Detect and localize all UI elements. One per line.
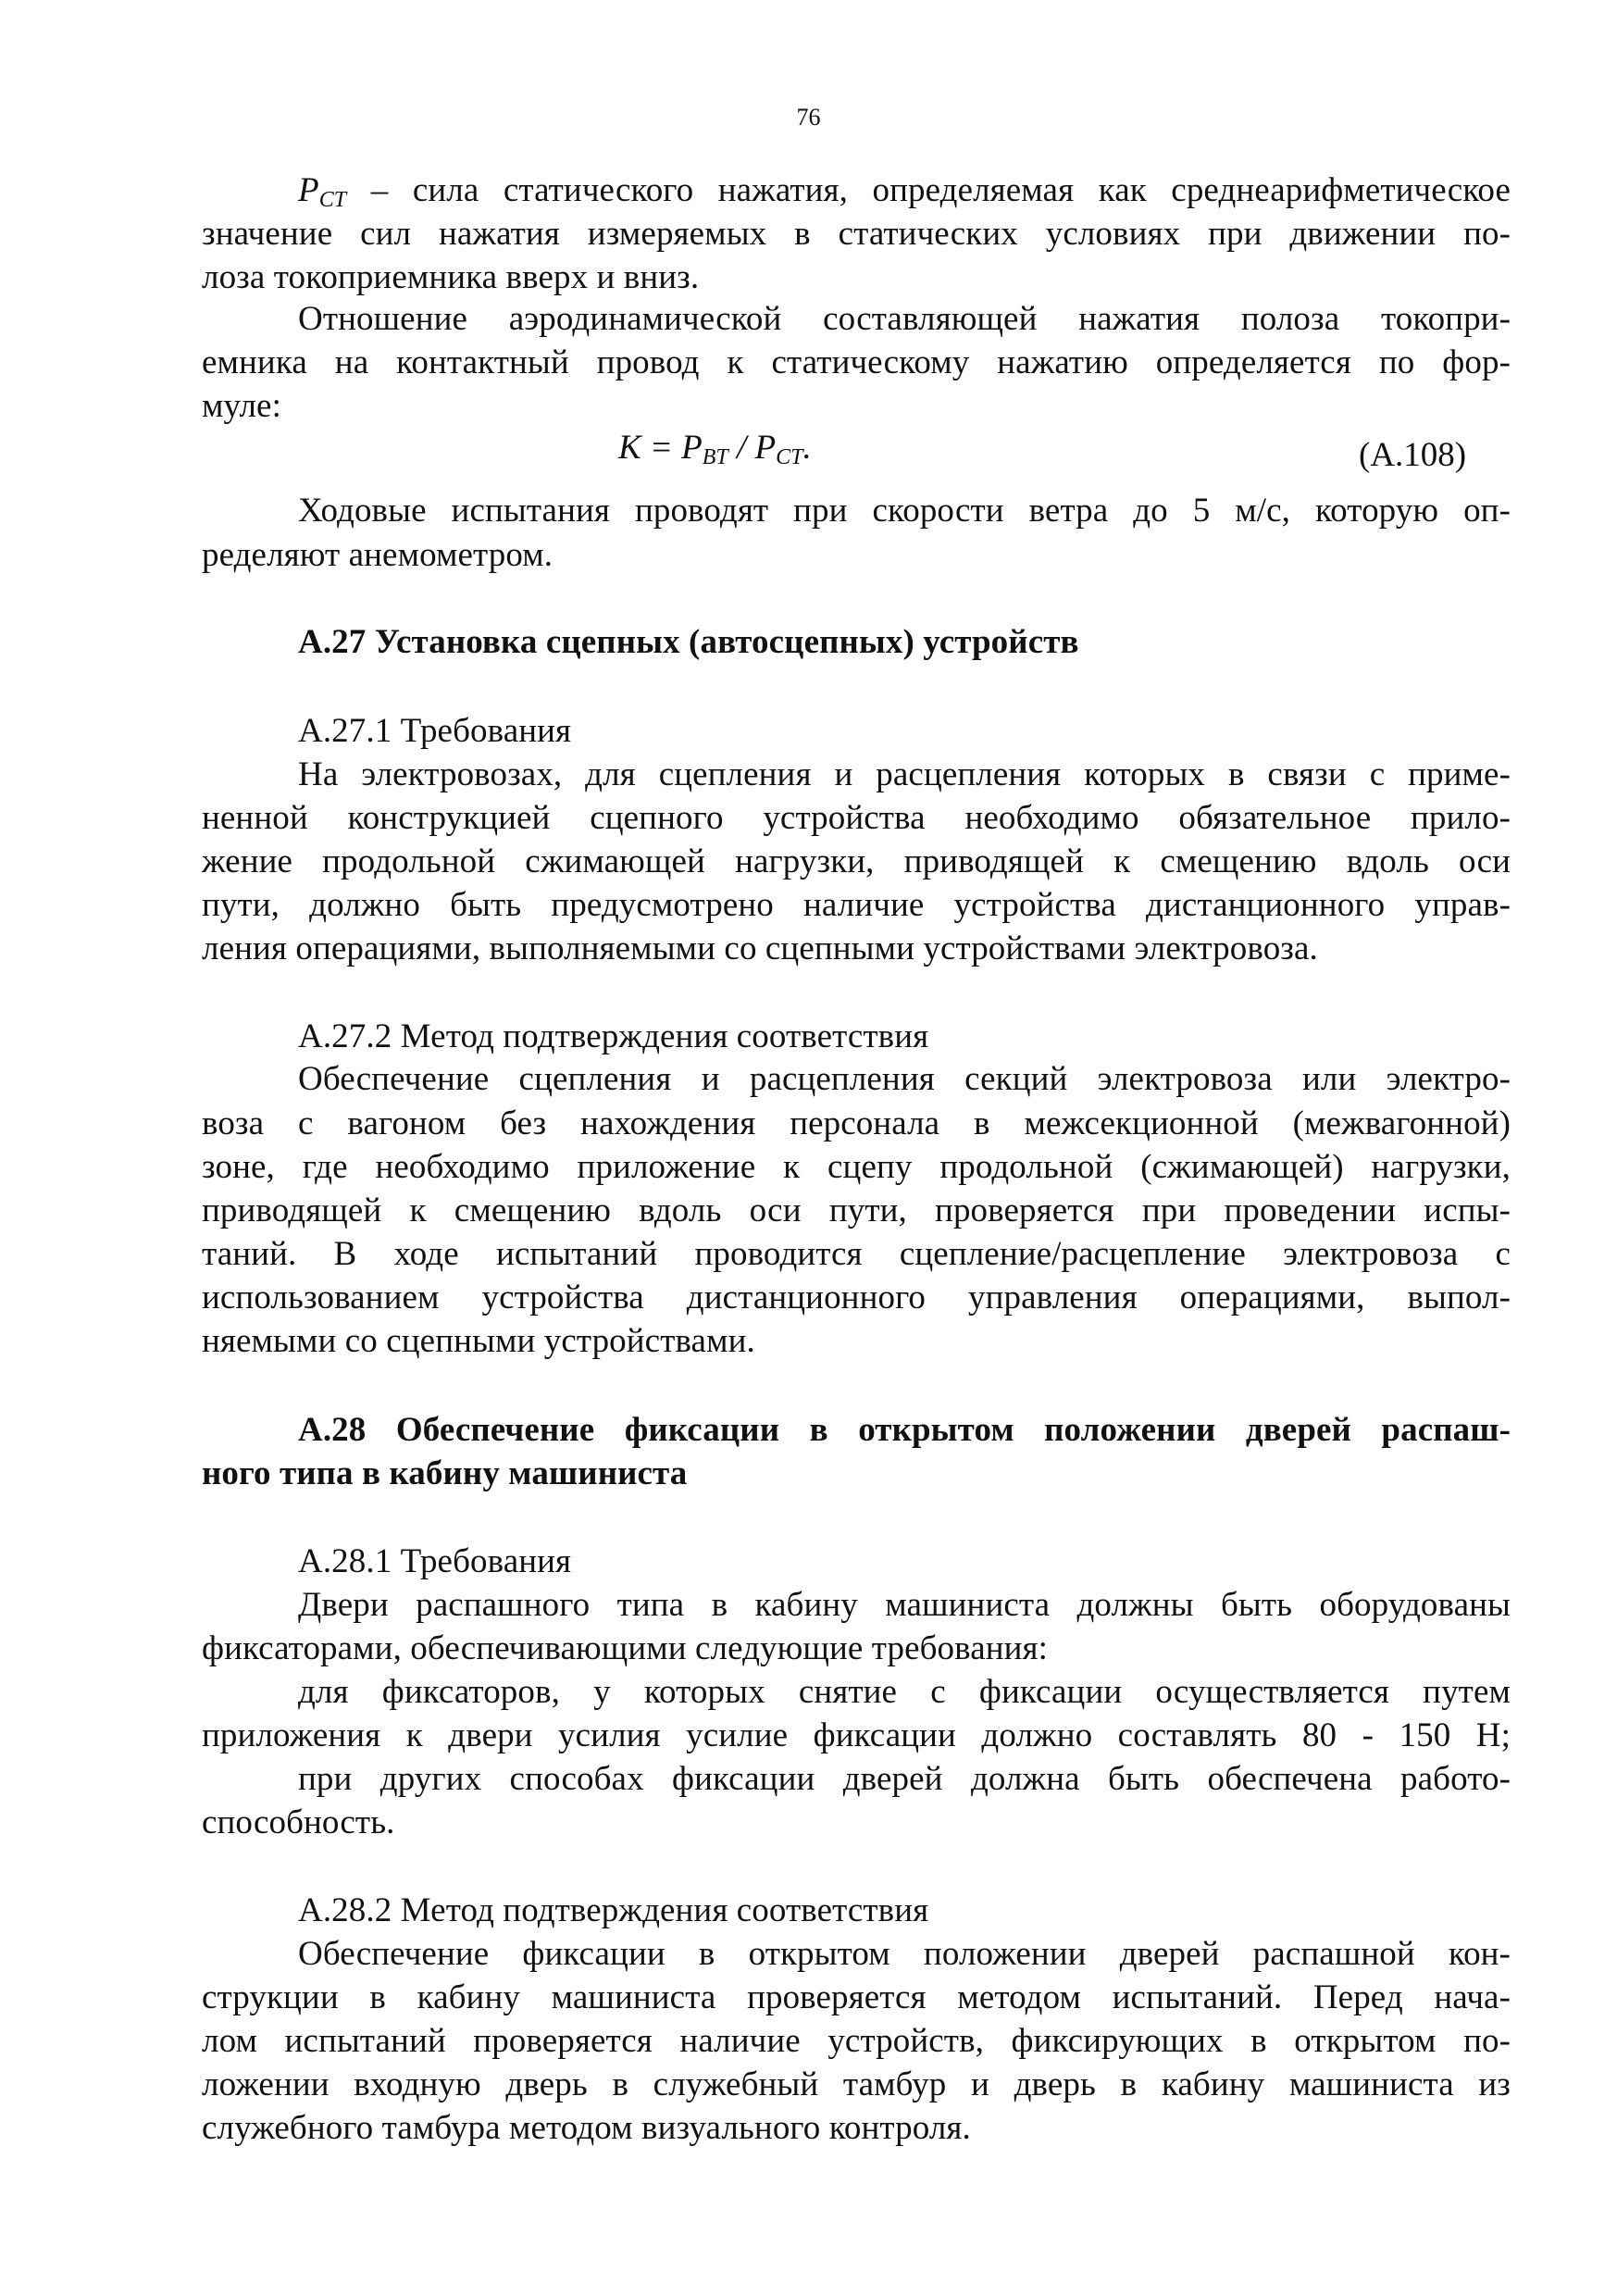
paragraph-line: жение продольной сжимающей нагрузки, приводящей к смещению вдоль оси bbox=[202, 842, 1511, 880]
paragraph-line: ложении входную дверь в служебный тамбур и дверь в кабину машиниста из bbox=[202, 2065, 1511, 2103]
paragraph-line: приложения к двери усилия усилие фиксации должно составлять 80 - 150 Н; bbox=[202, 1716, 1511, 1754]
paragraph-line: использованием устройства дистанционного управления операциями, выпол- bbox=[202, 1279, 1511, 1316]
pct-definition-line-1 bbox=[298, 170, 1511, 220]
paragraph-line: Ходовые испытания проводят при скорости ветра до 5 м/с, которую оп- bbox=[298, 492, 1511, 530]
paragraph-line: таний. В ходе испытаний проводится сцепление/расцепление электровоза с bbox=[202, 1235, 1511, 1273]
formula-end: . bbox=[802, 429, 812, 467]
formula bbox=[618, 428, 812, 478]
formula-sub-ct: CT bbox=[776, 445, 803, 469]
subsection-title-a27-2: А.27.2 Метод подтверждения соответствия bbox=[298, 1017, 929, 1055]
paragraph-line: муле: bbox=[202, 387, 281, 425]
paragraph-line: Двери распашного типа в кабину машиниста должны быть оборудованы bbox=[298, 1586, 1511, 1624]
paragraph-line: воза с вагоном без нахождения персонала в межсекционной (межвагонной) bbox=[202, 1104, 1511, 1142]
paragraph-line: при других способах фиксации дверей должна быть обеспечена работо- bbox=[298, 1760, 1511, 1798]
paragraph-line: няемыми со сцепными устройствами. bbox=[202, 1322, 755, 1360]
formula-lhs: K = P bbox=[618, 429, 703, 467]
formula-mid: / P bbox=[728, 429, 777, 467]
pct-subscript: CT bbox=[318, 188, 347, 212]
paragraph-line: лоза токоприемника вверх и вниз. bbox=[202, 258, 700, 296]
paragraph-line: для фиксаторов, у которых снятие с фиксации осуществляется путем bbox=[298, 1673, 1511, 1711]
paragraph-line: фиксаторами, обеспечивающими следующие требования: bbox=[202, 1629, 1049, 1667]
paragraph-line: лом испытаний проверяется наличие устройств, фиксирующих в открытом по- bbox=[202, 2022, 1511, 2060]
paragraph-line: служебного тамбура методом визуального контроля. bbox=[202, 2109, 971, 2147]
paragraph-line: способность. bbox=[202, 1803, 395, 1841]
formula-number: (А.108) bbox=[1359, 436, 1467, 474]
formula-sub-bt: BT bbox=[702, 445, 728, 469]
paragraph-line: значение сил нажатия измеряемых в статических условиях при движении по- bbox=[202, 215, 1511, 253]
paragraph-line: приводящей к смещению вдоль оси пути, проверяется при проведении испы- bbox=[202, 1192, 1511, 1229]
paragraph-line: пути, должно быть предусмотрено наличие устройства дистанционного управ- bbox=[202, 886, 1511, 924]
paragraph-line: Обеспечение фиксации в открытом положении дверей распашной кон- bbox=[298, 1935, 1511, 1973]
section-heading-a28-line-1: А.28 Обеспечение фиксации в открытом положении дверей распаш- bbox=[298, 1411, 1511, 1449]
subsection-title-a27-1: А.27.1 Требования bbox=[298, 712, 572, 750]
subsection-title-a28-2: А.28.2 Метод подтверждения соответствия bbox=[298, 1891, 929, 1929]
section-heading-a27: А.27 Установка сцепных (автосцепных) устройств bbox=[298, 623, 1079, 661]
page-number: 76 bbox=[796, 104, 821, 131]
paragraph-line: Отношение аэродинамической составляющей нажатия полоза токопри- bbox=[298, 300, 1511, 338]
paragraph-line: ления операциями, выполняемыми со сцепными устройствами электровоза. bbox=[202, 930, 1318, 967]
paragraph-line: струкции в кабину машиниста проверяется методом испытаний. Перед нача- bbox=[202, 1978, 1511, 2016]
paragraph-line: зоне, где необходимо приложение к сцепу продольной (сжимающей) нагрузки, bbox=[202, 1148, 1511, 1186]
subsection-title-a28-1: А.28.1 Требования bbox=[298, 1542, 572, 1580]
paragraph-line: ределяют анемометром. bbox=[202, 536, 554, 574]
pct-symbol: P bbox=[298, 171, 319, 209]
paragraph-line: емника на контактный провод к статическому нажатию определяется по фор- bbox=[202, 343, 1511, 381]
section-heading-a28-line-2: ного типа в кабину машиниста bbox=[202, 1454, 688, 1492]
paragraph-line: Обеспечение сцепления и расцепления секций электровоза или электро- bbox=[298, 1060, 1511, 1098]
pct-definition-text: – сила статического нажатия, определяемая как среднеарифметическое bbox=[346, 171, 1511, 209]
paragraph-line: ненной конструкцией сцепного устройства необходимо обязательное прило- bbox=[202, 799, 1511, 837]
paragraph-line: На электровозах, для сцепления и расцепления которых в связи с приме- bbox=[298, 755, 1511, 793]
